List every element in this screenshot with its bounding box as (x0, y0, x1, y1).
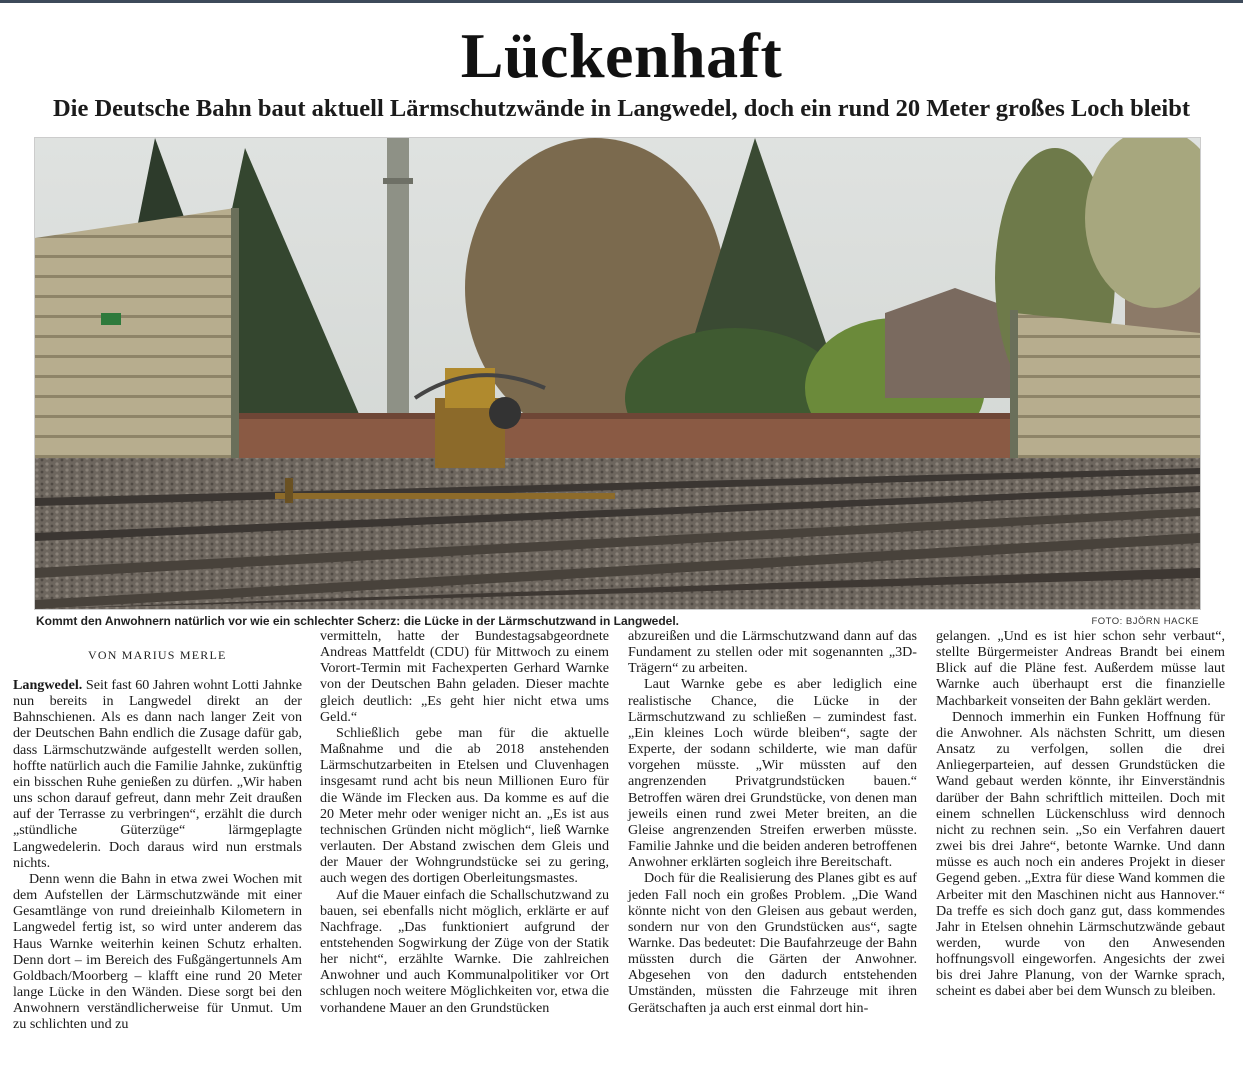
byline: VON MARIUS MERLE (88, 648, 227, 662)
paragraph: Auf die Mauer einfach die Schallschutzwand zu bauen, sei ebenfalls nicht möglich, erklärte er auf Nachfrage. „Das funktioniert aufgrund der entstehenden Sogwirkung der Züge von der Statik her nicht“, erzählte Warnke. Die zahlreichen Anwohner und auch Kommunalpolitiker vor Ort schlugen noch weitere Möglichkeiten vor, etwa die vorhandene Mauer an den Grundstücken (320, 886, 609, 1016)
paragraph: Langwedel. Seit fast 60 Jahren wohnt Lotti Jahnke nun bereits in Langwedel direkt an der Bahnschienen. Als es dann nach langer Zeit von der Deutschen Bahn endlich die Zusage dafür gab, dass Lärmschutzwände aufgestellt werden sollen, hoffte natürlich auch die Familie Jahnke, zukünftig ein bisschen Ruhe genießen zu dürfen. „Wir haben uns schon darauf gefreut, dann mehr Zeit draußen auf der Terrasse zu verbringen“, erzählt die durch „stündliche Güterzüge“ lärmgeplagte Langwedelerin. Doch daraus wird nun erstmals nichts. (13, 677, 302, 871)
subheadline: Die Deutsche Bahn baut aktuell Lärmschutzwände in Langwedel, doch ein rund 20 Meter großes Loch bleibt (52, 95, 1191, 122)
paragraph: vermitteln, hatte der Bundestagsabgeordnete Andreas Mattfeldt (CDU) für Mittwoch zu einem Vorort-Termin mit Fachexperten Gerhard Warnke von der Deutschen Bahn geladen. Dieser machte gleich deutlich: „Es geht hier nicht etwa ums Geld.“ (320, 628, 609, 725)
article-column-4 (936, 628, 1225, 1000)
article-column-3 (628, 628, 917, 1016)
paragraph: Laut Warnke gebe es aber lediglich eine realistische Chance, die Lücke in der Lärmschutzwand zu schließen – zumindest fast. „Ein kleines Loch würde bleiben“, sagte der Experte, der sodann schilderte, wie man dafür vorgehen müsste. „Wir müssten auf den angrenzenden Privatgrundstücken bauen.“ Betroffen wären drei Grundstücke, von denen man jeweils einen rund zwei Meter breiten, an die Gleise angrenzenden Streifen erwerben müsste. Familie Jahnke und die beiden anderen betroffenen Anwohner erklärten sogleich ihre Bereitschaft. (628, 676, 917, 871)
article-column-2 (320, 628, 609, 1016)
photo-credit: FOTO: BJÖRN HACKE (1091, 616, 1199, 627)
photo-caption: Kommt den Anwohnern natürlich vor wie ein schlechter Scherz: die Lücke in der Lärmschutzwand in Langwedel. (36, 614, 680, 628)
paragraph: Denn wenn die Bahn in etwa zwei Wochen mit dem Aufstellen der Lärmschutzwände mit einer Gesamtlänge von rund dreieinhalb Kilometern in Langwedel fertig ist, so wird unter anderem das Haus Warnke weiterhin keinen Schutz erhalten. Denn dort – im Bereich des Fußgängertunnels Am Goldbach/Moorberg – klafft eine rund 20 Meter lange Lücke in den Wänden. Diese sorgt bei den Anwohnern verständlicherweise für Unmut. Um zu schlichten und zu (13, 870, 302, 1033)
paragraph: Dennoch immerhin ein Funken Hoffnung für die Anwohner. Als nächsten Schritt, um diesen Ansatz zu verfolgen, sollen die drei Anliegerparteien, auf dessen Grundstücken die Wand gebaut werden könnte, ihr Einverständnis darüber der Bahn schriftlich mitteilen. Doch mit einem schnellen Lückenschluss wird dennoch nicht zu rechnen sein. „So ein Verfahren dauert zwei bis drei Jahre“, betonte Warnke. Und dann müsse es auch noch ein anderes Projekt in dieser Gegend geben. „Extra für diese Wand kommen die Arbeiter mit den Maschinen nicht aus Hannover.“ Da treffe es sich doch ganz gut, dass kommendes Jahr in Etelsen ohnehin Lärmschutzwände gebaut werden, wurde von den Anwesenden hoffnungsvoll eingeworfen. Angesichts der zwei bis drei Jahre Planung, von der Warnke sprach, scheint es dabei aber bei dem Wunsch zu bleiben. (936, 708, 1225, 1000)
top-rule (0, 0, 1243, 3)
paragraph: Doch für die Realisierung des Planes gibt es auf jeden Fall noch ein großes Problem. „Die Wand könnte nicht von den Gleisen aus gebaut werden, sondern nur von den Grundstücken aus“, sagte Warnke. Das bedeutet: Die Baufahrzeuge der Bahn müssten durch die Gärten der Anwohner. Abgesehen von den dadurch entstehenden Umständen, müssten die Fahrzeuge mit ihren Gerätschaften ja auch erst einmal dort hin- (628, 870, 917, 1016)
article-column-1 (13, 677, 302, 1032)
paragraph: Schließlich gebe man für die aktuelle Maßnahme und die ab 2018 anstehenden Lärmschutzarbeiten in Etelsen und Cluvenhagen insgesamt rund acht bis neun Millionen Euro für die Wände im Flecken aus. Da komme es auf die 20 Meter mehr oder weniger nicht an. „Es ist aus technischen Gründen nicht möglich“, ließ Warnke verlauten. Der Abstand zwischen dem Gleis und der Mauer der Wohngrundstücke sei zu gering, auch wegen des dortigen Oberleitungsmastes. (320, 724, 609, 887)
paragraph: gelangen. „Und es ist hier schon sehr verbaut“, stellte Bürgermeister Andreas Brandt bei einem Blick auf die Pläne fest. Außerdem müsse laut Warnke auch überhaupt erst die finanzielle Machbarkeit vonseiten der Bahn geklärt werden. (936, 628, 1225, 709)
article-photo (34, 137, 1201, 610)
paragraph: abzureißen und die Lärmschutzwand dann auf das Fundament zu stellen oder mit sogenannten „3D-Trägern“ zu arbeiten. (628, 628, 917, 677)
dateline: Langwedel. (13, 677, 83, 693)
headline: Lückenhaft (460, 20, 783, 91)
